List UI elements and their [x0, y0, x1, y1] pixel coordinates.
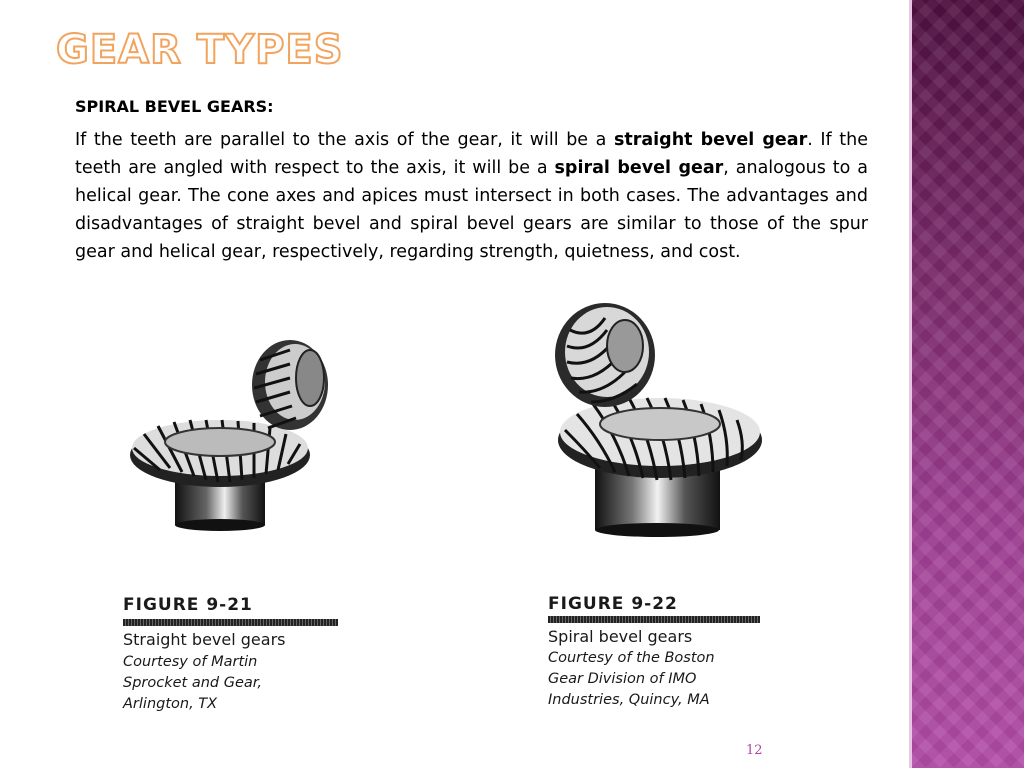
spiral-bevel-gears-image	[545, 300, 775, 540]
paragraph-text: . If the teeth are angled with respect to the axis, it will be a	[75, 130, 869, 178]
figure-number: FIGURE 9-21	[123, 595, 253, 615]
figure-caption: Straight bevel gears	[123, 630, 286, 649]
figure-rule	[548, 616, 760, 623]
straight-bevel-gears-image	[120, 330, 350, 540]
section-subheading: SPIRAL BEVEL GEARS:	[75, 97, 274, 116]
page-number: 12	[746, 743, 763, 758]
figure-9-22	[545, 300, 775, 710]
figure-rule	[123, 619, 338, 626]
bold-term: spiral bevel gear	[554, 158, 724, 178]
figure-credit: Courtesy of the Boston Gear Division of IMO Industries, Quincy, MA	[548, 650, 715, 708]
figure-number: FIGURE 9-22	[548, 594, 678, 614]
paragraph-text: , analogous to a helical gear. The cone axes and apices must intersect in both cases. The advantages and disadvantages of straight bevel and spiral bevel gears are similar to those of the spur gear and helical gear, respectively, regarding strength, quietness, and cost.	[75, 158, 868, 262]
decorative-side-band	[912, 0, 1024, 768]
paragraph-text: If the teeth are parallel to the axis of the gear, it will be a	[75, 130, 614, 150]
figure-credit: Courtesy of Martin Sprocket and Gear, Arlington, TX	[123, 654, 262, 712]
body-paragraph	[75, 126, 868, 266]
bold-term: straight bevel gear	[613, 130, 808, 150]
slide-title: GEAR TYPES	[56, 27, 344, 73]
figure-9-21	[120, 330, 350, 720]
figure-caption: Spiral bevel gears	[548, 627, 693, 646]
